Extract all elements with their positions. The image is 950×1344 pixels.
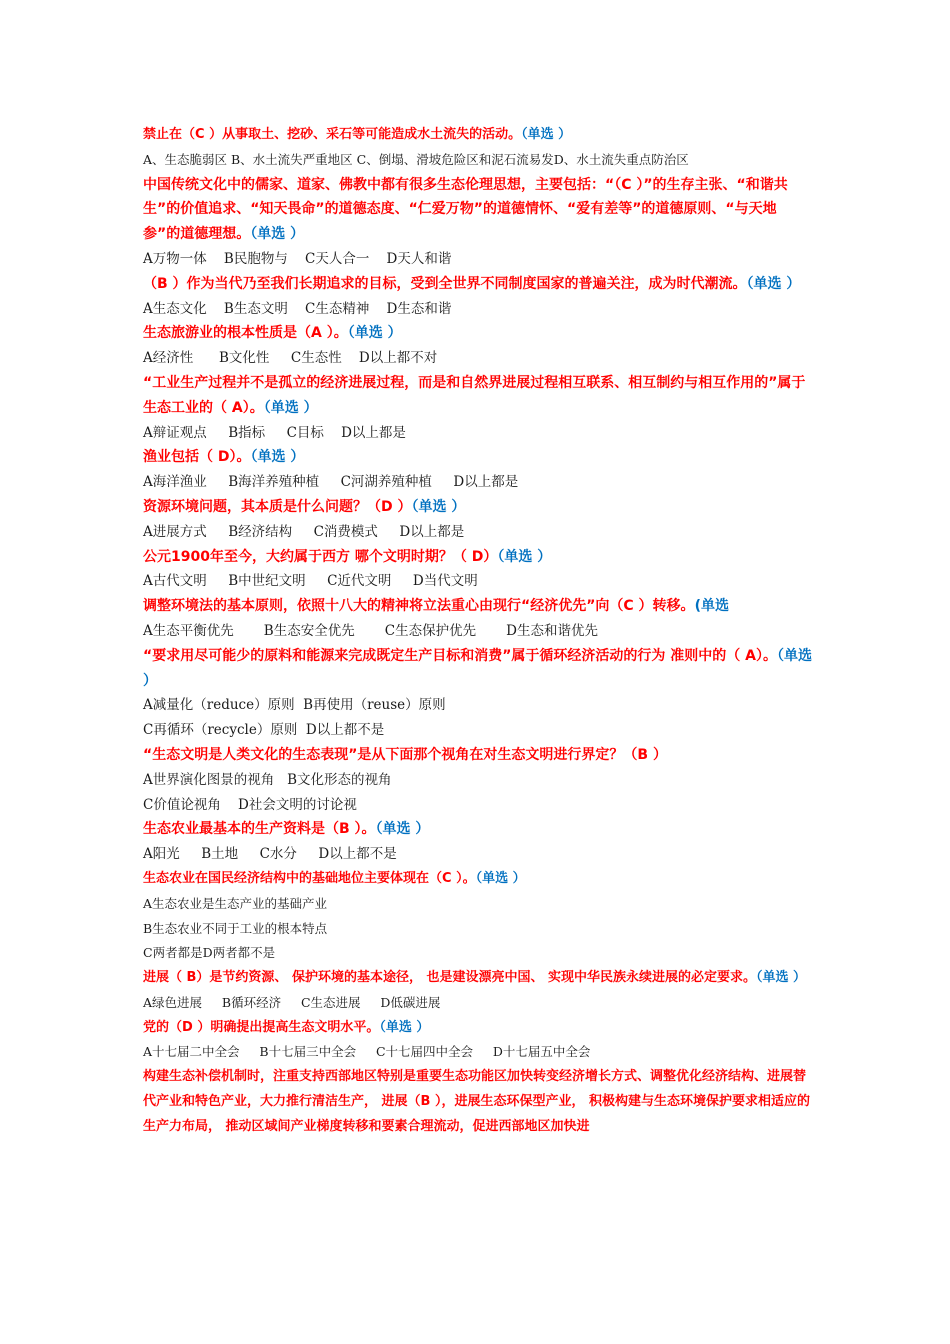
question-stem: “要求用尽可能少的原料和能源来完成既定生产目标和消费”属于循环经济活动的行为 准则中的（ A）。 — [143, 647, 777, 664]
answer-options: C价值论视角 D社会文明的讨论视 — [143, 796, 357, 813]
question-text — [143, 495, 813, 520]
question-type-tag: （单选 ） — [347, 325, 402, 342]
answer-options: A生态文化 B生态文明 C生态精神 D生态和谐 — [143, 300, 452, 317]
question-text — [143, 321, 813, 346]
question-stem: 进展（ B）是节约资源、 保护环境的基本途径， 也是建设漂亮中国、 实现中华民族永续进展的必定要求。 — [143, 970, 757, 986]
answer-options: A、生态脆弱区 B、水土流失严重地区 C、倒塌、滑坡危险区和泥石流易发D、水土流失重点防治区 — [143, 151, 689, 167]
question-type-tag: (单选 — [694, 598, 729, 615]
question-stem: 公元1900年至今，大约属于西方 哪个文明时期？（ D） — [143, 548, 498, 565]
question-type-tag: （单选 ） — [497, 548, 552, 565]
answer-options: A经济性 B文化性 C生态性 D以上都不对 — [143, 350, 438, 367]
question-text — [143, 545, 813, 570]
question-stem: 中国传统文化中的儒家、道家、佛教中都有很多生态伦理思想，主要包括：“（C ）”的生存主张、“和谐共生”的价值追求、“知天畏命”的道德态度、“仁爱万物”的道德情怀、“爱有差等”的道德原则、“与天地参”的道德理想。 — [143, 176, 788, 243]
question-stem: 生态农业在国民经济结构中的基础地位主要体现在（C ）。 — [143, 870, 476, 886]
question-stem: 禁止在（C ）从事取土、挖砂、采石等可能造成水土流失的活动。 — [143, 127, 522, 142]
answer-options: A阳光 B土地 C水分 D以上都不是 — [143, 846, 397, 863]
answer-options: B生态农业不同于工业的根本特点 — [143, 920, 328, 936]
question-text — [143, 1016, 813, 1041]
answer-options: A海洋渔业 B海洋养殖种植 C河湖养殖种植 D以上都是 — [143, 474, 519, 491]
answer-options: A进展方式 B经济结构 C消费模式 D以上都是 — [143, 523, 465, 540]
answer-options: A世界演化图景的视角 B文化形态的视角 — [143, 771, 392, 788]
question-text — [143, 867, 813, 892]
document-page — [143, 123, 813, 1140]
answer-options: A十七届二中全会 B十七届三中全会 C十七届四中全会 D十七届五中全会 — [143, 1044, 591, 1060]
question-type-tag: （单选 ） — [521, 127, 572, 142]
question-stem: 生态农业最基本的生产资料是（B ）。 — [143, 821, 376, 838]
question-stem: 渔业包括（ D）。 — [143, 449, 251, 466]
question-stem: “生态文明是人类文化的生态表现”是从下面那个视角在对生态文明进行界定？（B ） — [143, 746, 667, 763]
question-stem: 生态旅游业的根本性质是（A ）。 — [143, 325, 348, 342]
question-type-tag: （单选 ） — [143, 647, 812, 689]
answer-options: A生态农业是生态产业的基础产业 — [143, 895, 328, 911]
answer-options: A古代文明 B中世纪文明 C近代文明 D当代文明 — [143, 573, 478, 590]
question-stem: 构建生态补偿机制时，注重支持西部地区特别是重要生态功能区加快转变经济增长方式、调整优化经济结构、进展替代产业和特色产业，大力推行清洁生产， 进展（B ），进展生态环保型产业， 积极构建与生态环境保护要求相适应的生产力布局， 推动区域间产业梯度转移和要素合理流动，促进西部地区加快进 — [143, 1069, 810, 1134]
question-type-tag: （单选 ） — [375, 821, 430, 838]
answer-options: A辩证观点 B指标 C目标 D以上都是 — [143, 424, 406, 441]
question-text — [143, 966, 813, 991]
question-type-tag: （单选 ） — [756, 970, 807, 986]
question-type-tag: （单选 ） — [746, 275, 801, 292]
question-stem: 党的（D ）明确提出提高生态文明水平。 — [143, 1019, 380, 1035]
question-text — [143, 123, 813, 148]
question-text — [143, 371, 813, 421]
question-text — [143, 445, 813, 470]
question-text — [143, 743, 813, 768]
answer-options: C两者都是D两者都不是 — [143, 945, 276, 961]
answer-options: A生态平衡优先 B生态安全优先 C生态保护优先 D生态和谐优先 — [143, 622, 598, 639]
question-text — [143, 594, 813, 619]
answer-options: A万物一体 B民胞物与 C天人合一 D天人和谐 — [143, 250, 452, 267]
answer-options: C再循环（recycle）原则 D以上都不是 — [143, 722, 385, 739]
question-text — [143, 1065, 813, 1139]
answer-options: A绿色进展 B循环经济 C生态进展 D低碳进展 — [143, 994, 441, 1010]
answer-options: A减量化（reduce）原则 B再使用（reuse）原则 — [143, 697, 446, 714]
question-type-tag: （单选 ） — [411, 498, 466, 515]
question-type-tag: （单选 ） — [250, 449, 305, 466]
question-type-tag: （单选 ） — [263, 399, 318, 416]
question-stem: （B ）作为当代乃至我们长期追求的目标，受到全世界不同制度国家的普遍关注，成为时代潮流。 — [143, 275, 747, 292]
question-stem: 资源环境问题，其本质是什么问题？（D ） — [143, 498, 412, 515]
question-text — [143, 272, 813, 297]
question-text — [143, 817, 813, 842]
question-type-tag: （单选 ） — [379, 1019, 430, 1035]
question-stem: “工业生产过程并不是孤立的经济进展过程，而是和自然界进展过程相互联系、相互制约与相互作用的”属于生态工业的（ A）。 — [143, 374, 806, 416]
question-text — [143, 173, 813, 247]
question-type-tag: （单选 ） — [250, 226, 305, 243]
question-stem: 调整环境法的基本原则，依照十八大的精神将立法重心由现行“经济优先”向（C ）转移。 — [143, 598, 695, 615]
question-type-tag: （单选 ） — [475, 870, 526, 886]
question-text — [143, 644, 813, 694]
